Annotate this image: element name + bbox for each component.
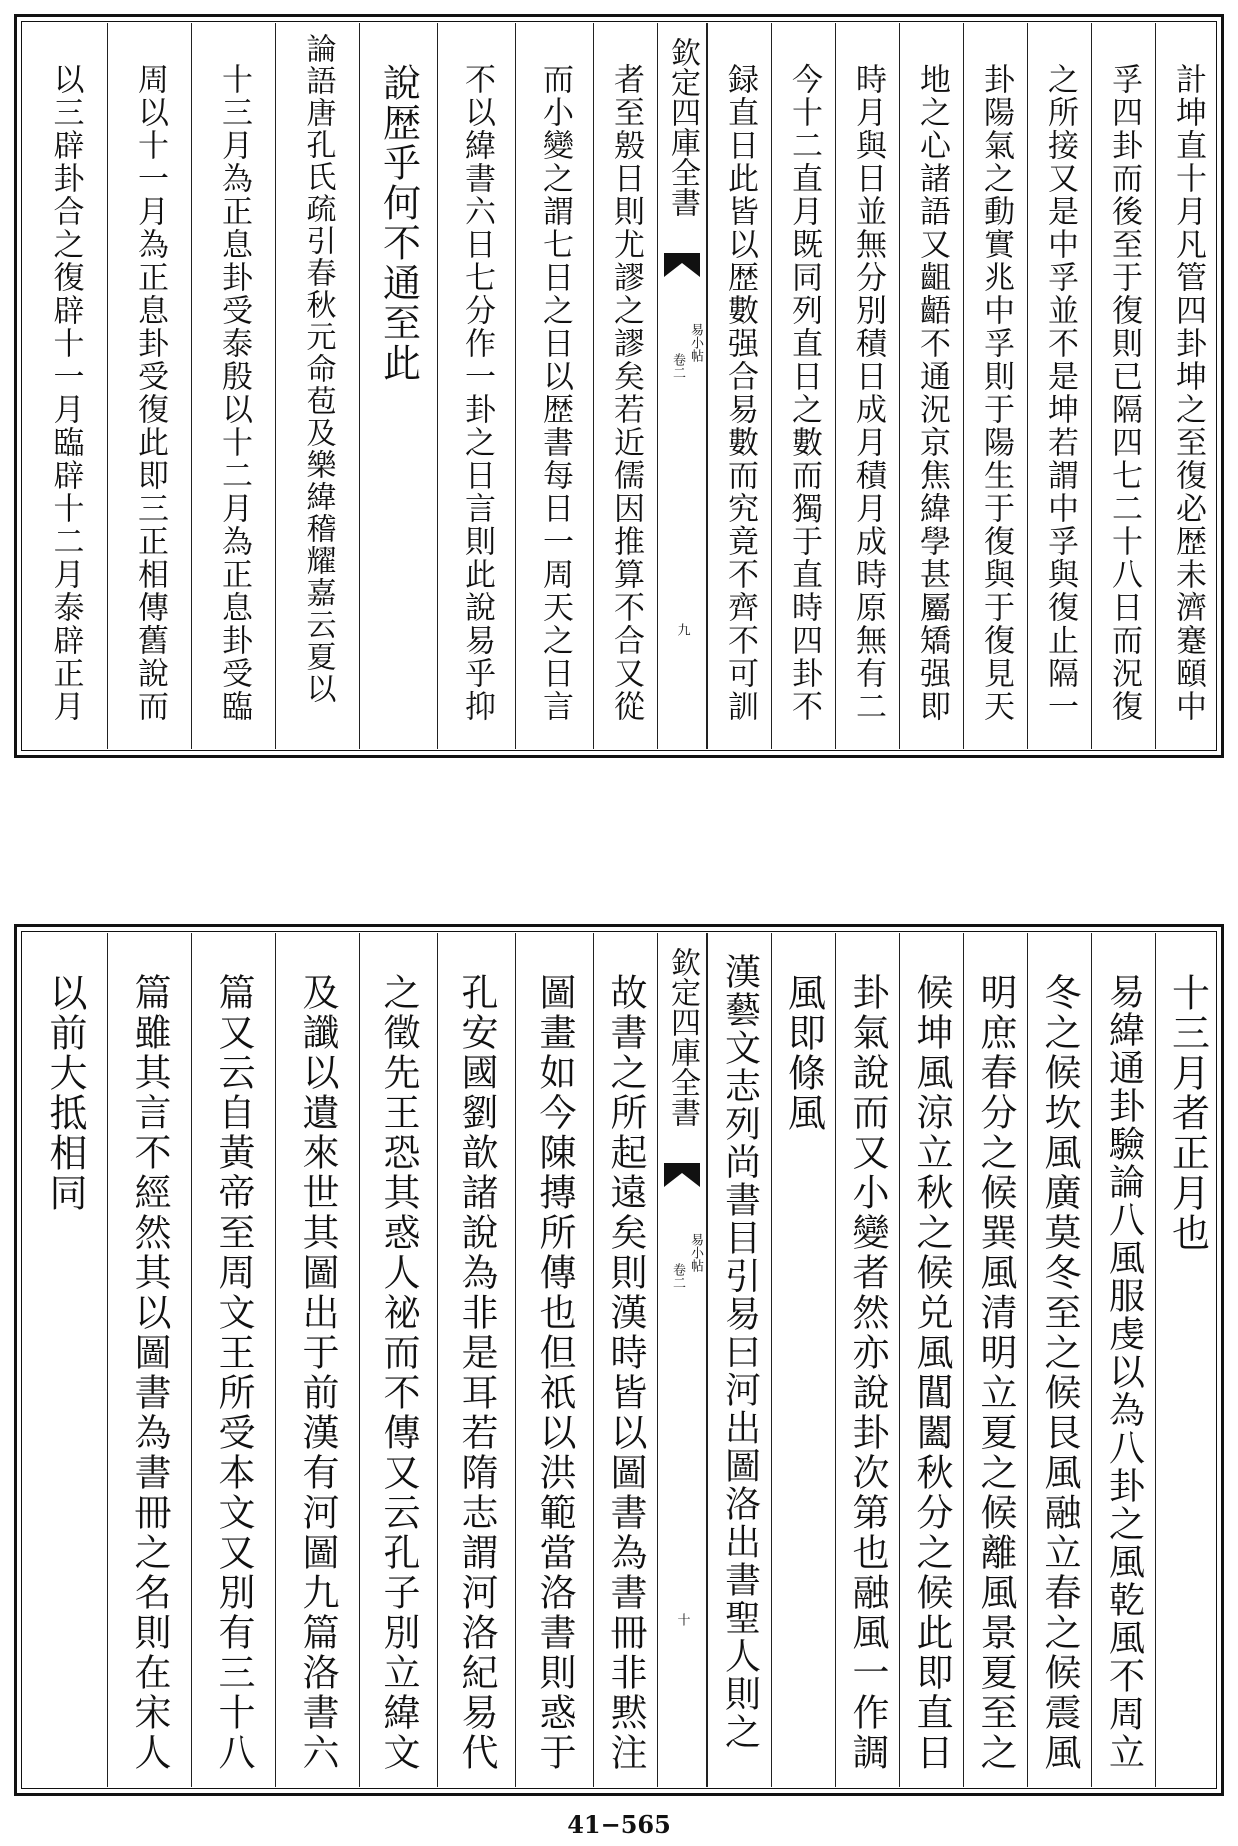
top-columns: [23, 23, 1215, 749]
column-text: 録直日此皆以歴數强合易數而究竟不齊不可訓: [722, 63, 758, 723]
text-column: [437, 933, 515, 1787]
column-text: 十三月為正息卦受泰殷以十二月為正息卦受臨: [216, 63, 252, 723]
center-fold: [657, 23, 707, 749]
page-number: 十: [674, 1613, 690, 1626]
column-text: 十三月者正月也: [1165, 973, 1210, 1253]
center-fold: [657, 933, 707, 1787]
text-column: [707, 23, 771, 749]
column-text: 時月與日並無分別積日成月積月成時原無有二: [850, 63, 886, 723]
column-text: 卦陽氣之動實兆中孚則于陽生于復與于復見天: [978, 63, 1014, 723]
column-text: 以三辟卦合之復辟十一月臨辟十二月泰辟正月: [47, 63, 84, 723]
text-column: [835, 23, 899, 749]
text-column: [275, 23, 359, 749]
column-text: 計坤直十月凡管四卦坤之至復必歴未濟蹇頤中: [1170, 63, 1206, 723]
column-text: 篇又云自黃帝至周文王所受本文又別有三十八: [212, 973, 255, 1773]
text-column: [515, 23, 593, 749]
text-column: [963, 23, 1027, 749]
text-column: [191, 23, 275, 749]
text-column: [23, 23, 107, 749]
column-text: 今十二直月既同列直日之數而獨于直時四卦不: [786, 63, 822, 723]
column-text: 候坤風涼立秋之候兑風閶闔秋分之候此即直日: [910, 973, 953, 1773]
column-text: 論語唐孔氏疏引春秋元命苞及樂緯稽耀嘉云夏以: [300, 33, 336, 705]
page-number: 九: [674, 623, 690, 636]
column-text: 不以緯書六日七分作一卦之日言則此說易乎抑: [459, 63, 495, 723]
side-title: 易小帖: [688, 1233, 703, 1272]
text-column: [515, 933, 593, 1787]
column-text: 故書之所起遠矣則漢時皆以圖書為書冊非黙注: [604, 973, 647, 1773]
text-column: [191, 933, 275, 1787]
column-text: 地之心諸語又齟齬不通況京焦緯學甚屬矯强即: [914, 63, 950, 723]
text-column: [593, 933, 657, 1787]
column-text: 周以十一月為正息卦受復此即三正相傳舊說而: [132, 63, 168, 723]
column-text: 之所接又是中孚並不是坤若謂中孚與復止隔一: [1042, 63, 1078, 723]
column-text: 篇雖其言不經然其以圖書為書冊之名則在宋人: [128, 973, 171, 1773]
fish-tail-icon: [664, 253, 700, 277]
column-text: 卦氣說而又小變者然亦說卦次第也融風一作調: [846, 973, 889, 1773]
column-text: 孔安國劉歆諸說為非是耳若隋志謂河洛紀易代: [455, 973, 498, 1773]
column-text: 而小變之謂七日之日以歴書每日一周天之日言: [537, 63, 573, 723]
bottom-columns: [23, 933, 1215, 1787]
page-code: 41−565: [567, 1810, 671, 1839]
text-column: [1027, 23, 1091, 749]
text-column: [835, 933, 899, 1787]
text-column: [1091, 23, 1155, 749]
bottom-page: [14, 924, 1224, 1796]
text-column: [1155, 23, 1219, 749]
column-text: 漢藝文志列尚書目引易曰河出圖洛出書聖人則之: [719, 953, 761, 1751]
fish-tail-icon: [664, 1163, 700, 1187]
column-text: 冬之候坎風廣莫冬至之候艮風融立春之候震風: [1038, 973, 1081, 1773]
column-text: 之徵先王恐其惑人祕而不傳又云孔子別立緯文: [377, 973, 420, 1773]
text-column: [359, 933, 437, 1787]
text-column: [593, 23, 657, 749]
volume-label: 卷二: [670, 353, 685, 379]
text-column: [107, 23, 191, 749]
text-column: [707, 933, 771, 1787]
column-text: 孚四卦而後至于復則已隔四七二十八日而況復: [1106, 63, 1142, 723]
top-page: [14, 14, 1224, 758]
column-text: 以前大抵相同: [43, 973, 87, 1213]
text-column: [771, 23, 835, 749]
book-title: 欽定四庫全書: [665, 947, 700, 1127]
text-column: [107, 933, 191, 1787]
text-column: [771, 933, 835, 1787]
column-text: 及讖以遺來世其圖出于前漢有河圖九篇洛書六: [296, 973, 339, 1773]
side-title: 易小帖: [688, 323, 703, 362]
text-column: [899, 23, 963, 749]
text-column: [23, 933, 107, 1787]
column-text: 明庶春分之候巽風清明立夏之候離風景夏至之: [974, 973, 1017, 1773]
text-column: [437, 23, 515, 749]
text-column: [963, 933, 1027, 1787]
volume-label: 卷二: [670, 1263, 685, 1289]
column-text: 風即條風: [781, 973, 826, 1133]
text-column: [1091, 933, 1155, 1787]
text-column: [275, 933, 359, 1787]
text-column: [359, 23, 437, 749]
text-column: [899, 933, 963, 1787]
book-title: 欽定四庫全書: [665, 37, 700, 217]
column-text: 者至𣪧日則尤謬之謬矣若近儒因推算不合又從: [608, 63, 644, 723]
column-text: 易緯通卦驗論八風服虔以為八卦之風乾風不周立: [1103, 973, 1145, 1771]
column-text: 圖畫如今陳摶所傳也但祇以洪範當洛書則惑于: [533, 973, 576, 1773]
text-column: [1027, 933, 1091, 1787]
text-column: [1155, 933, 1219, 1787]
column-text: 說歴乎何不通至此: [376, 63, 421, 383]
